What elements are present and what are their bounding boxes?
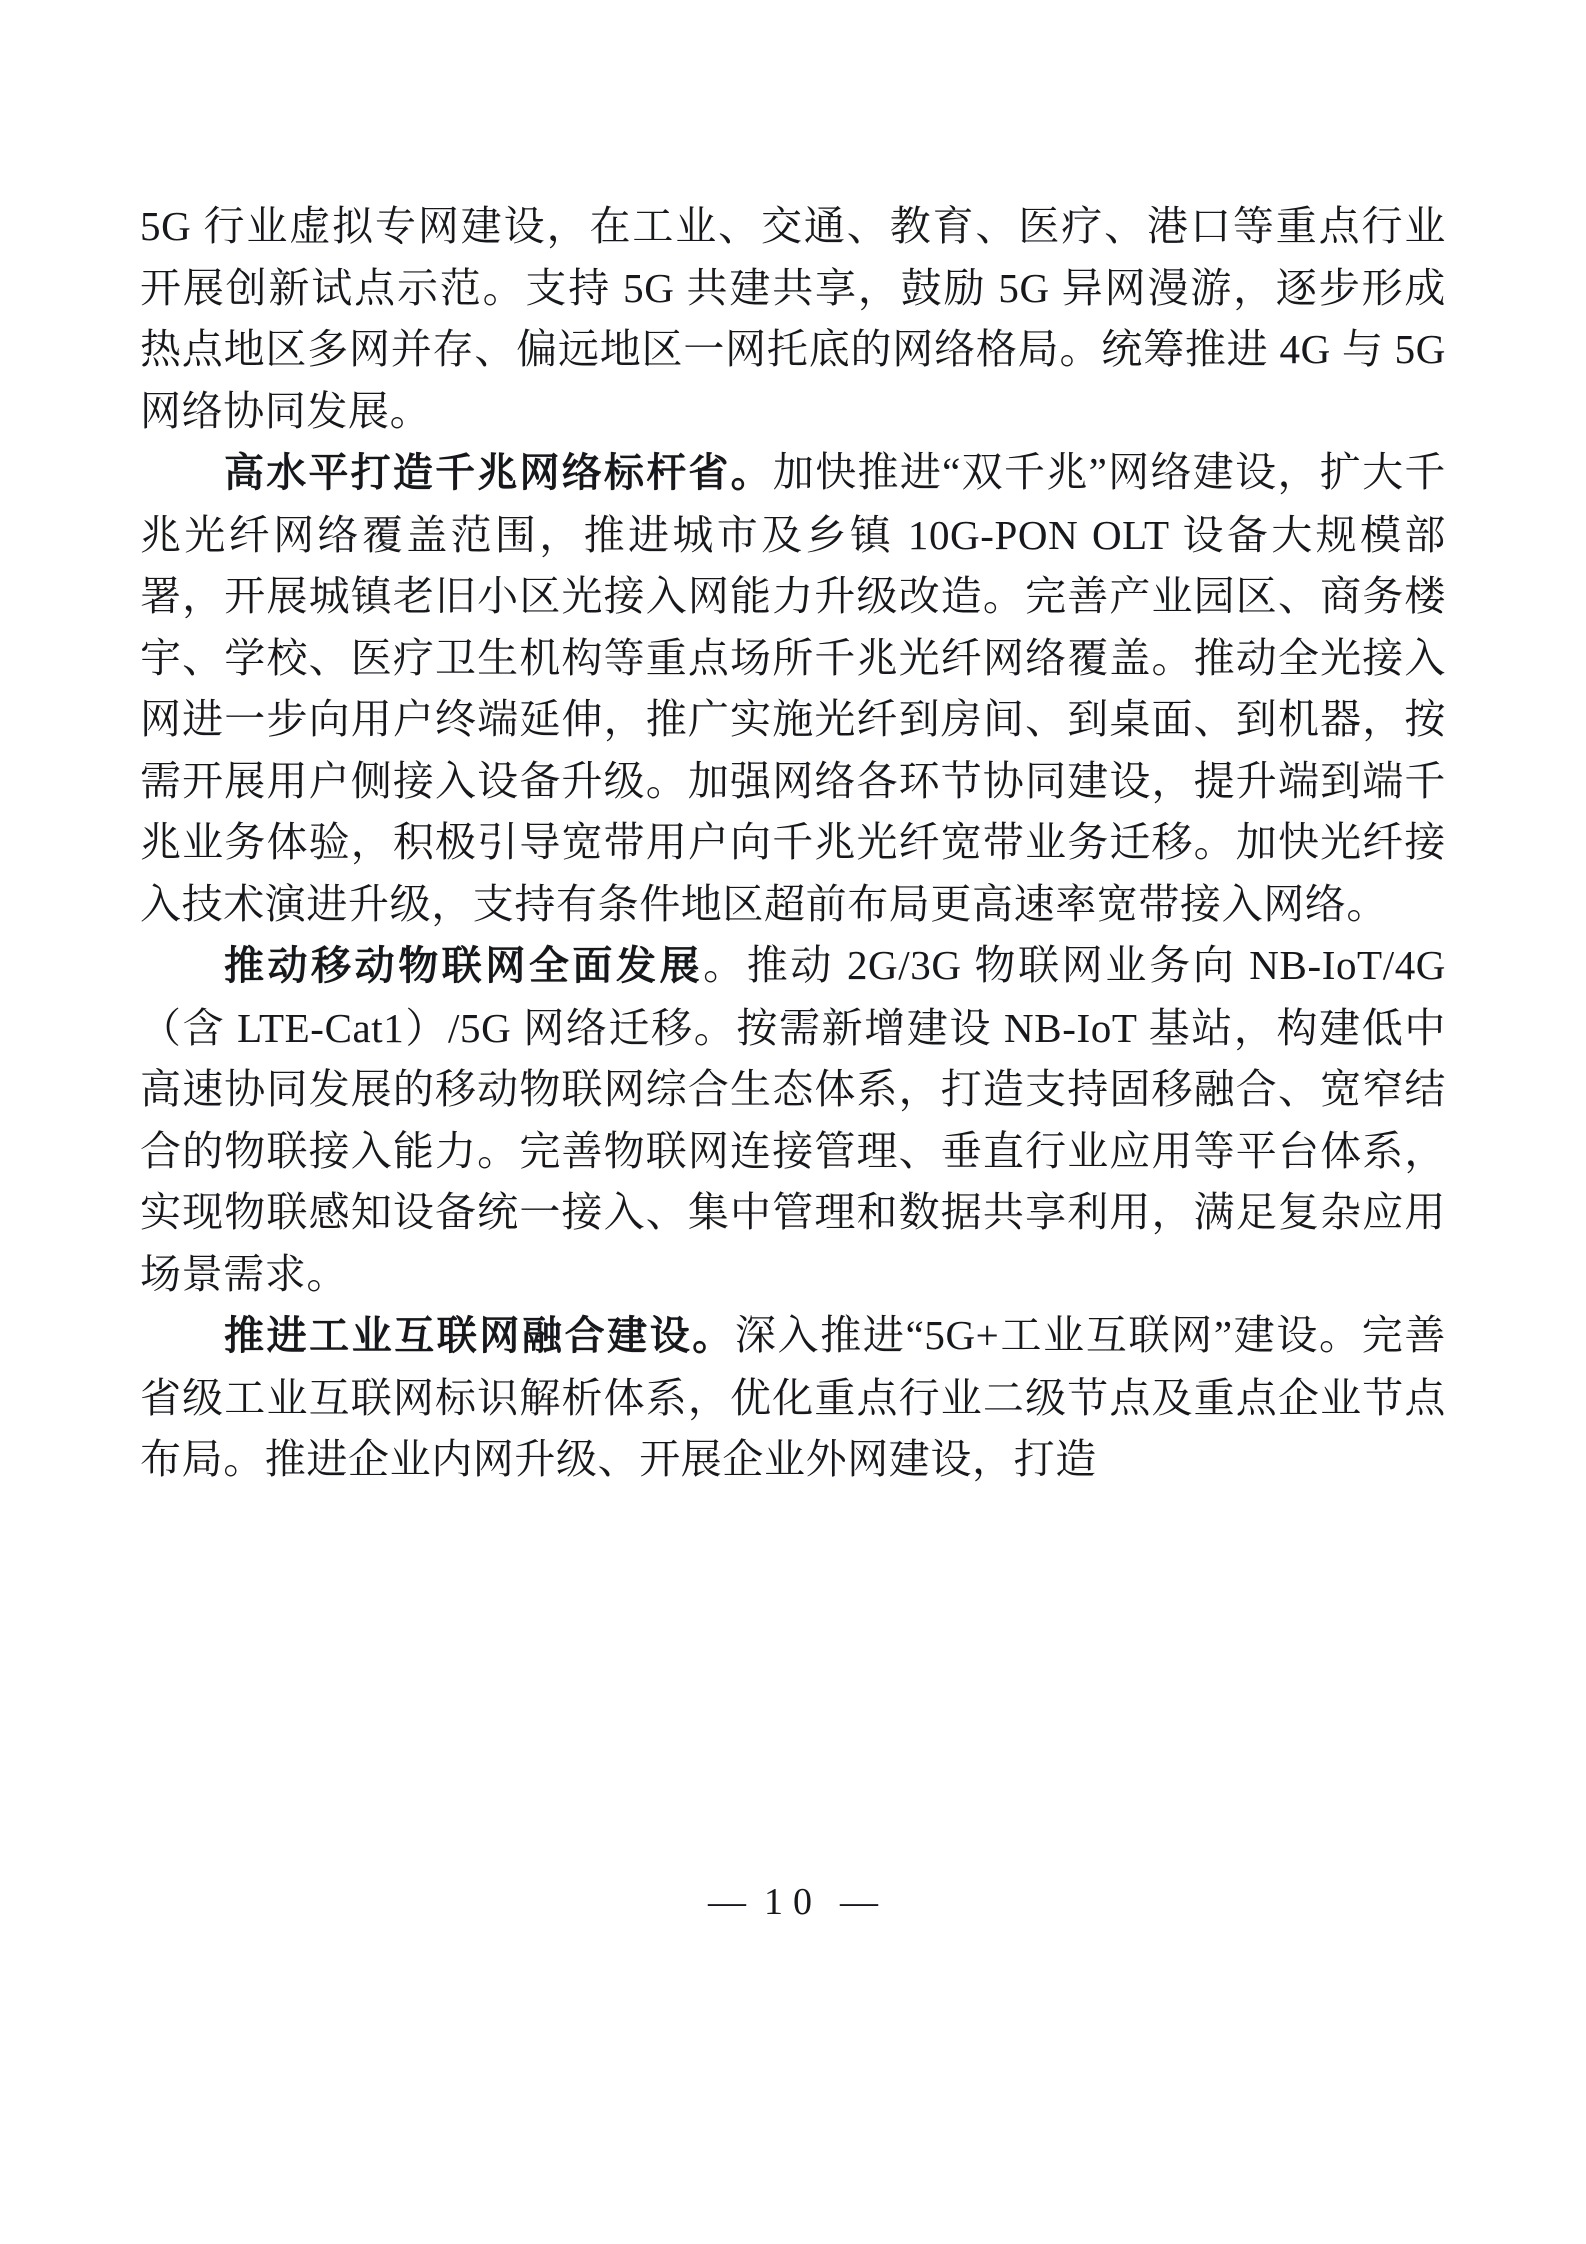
page-footer <box>0 1880 1586 1924</box>
paragraph-text: 加快推进“双千兆”网络建设，扩大千兆光纤网络覆盖范围，推进城市及乡镇 10G-PON OLT 设备大规模部署，开展城镇老旧小区光接入网能力升级改造。完善产业园区、商务楼宇、学校、医疗卫生机构等重点场所千兆光纤网络覆盖。推动全光接入网进一步向用户终端延伸，推广实施光纤到房间、到桌面、到机器，按需开展用户侧接入设备升级。加强网络各环节协同建设，提升端到端千兆业务体验，积极引导宽带用户向千兆光纤宽带业务迁移。加快光纤接入技术演进升级，支持有条件地区超前布局更高速率宽带接入网络。 <box>140 449 1447 927</box>
paragraph-gigabit-network <box>140 442 1446 935</box>
paragraph-5g-continued <box>140 196 1446 442</box>
paragraph-industrial-internet <box>140 1305 1446 1491</box>
page-number: 10 <box>764 1881 822 1923</box>
paragraph-text: 5G 行业虚拟专网建设，在工业、交通、教育、医疗、港口等重点行业开展创新试点示范。支持 5G 共建共享，鼓励 5G 异网漫游，逐步形成热点地区多网并存、偏远地区一网托底的网络格局。统筹推进 4G 与 5G 网络协同发展。 <box>140 203 1446 434</box>
page-body-text <box>140 196 1446 1491</box>
footer-right-dash: — <box>840 1881 878 1923</box>
paragraph-text: 深入推进“5G+工业互联网”建设。完善省级工业互联网标识解析体系，优化重点行业二级节点及重点企业节点布局。推进企业内网升级、开展企业外网建设，打造 <box>140 1312 1446 1482</box>
paragraph-lead-heading: 高水平打造千兆网络标杆省。 <box>224 450 773 496</box>
paragraph-lead-heading: 推进工业互联网融合建设。 <box>224 1313 735 1359</box>
footer-left-dash: — <box>708 1881 746 1923</box>
paragraph-mobile-iot <box>140 935 1446 1305</box>
paragraph-lead-heading: 推动移动物联网全面发展 <box>224 943 704 989</box>
paragraph-text: 。推动 2G/3G 物联网业务向 NB-IoT/4G（含 LTE-Cat1）/5G 网络迁移。按需新增建设 NB-IoT 基站，构建低中高速协同发展的移动物联网综合生态体系，打造支持固移融合、宽窄结合的物联接入能力。完善物联网连接管理、垂直行业应用等平台体系，实现物联感知设备统一接入、集中管理和数据共享利用，满足复杂应用场景需求。 <box>140 942 1447 1297</box>
